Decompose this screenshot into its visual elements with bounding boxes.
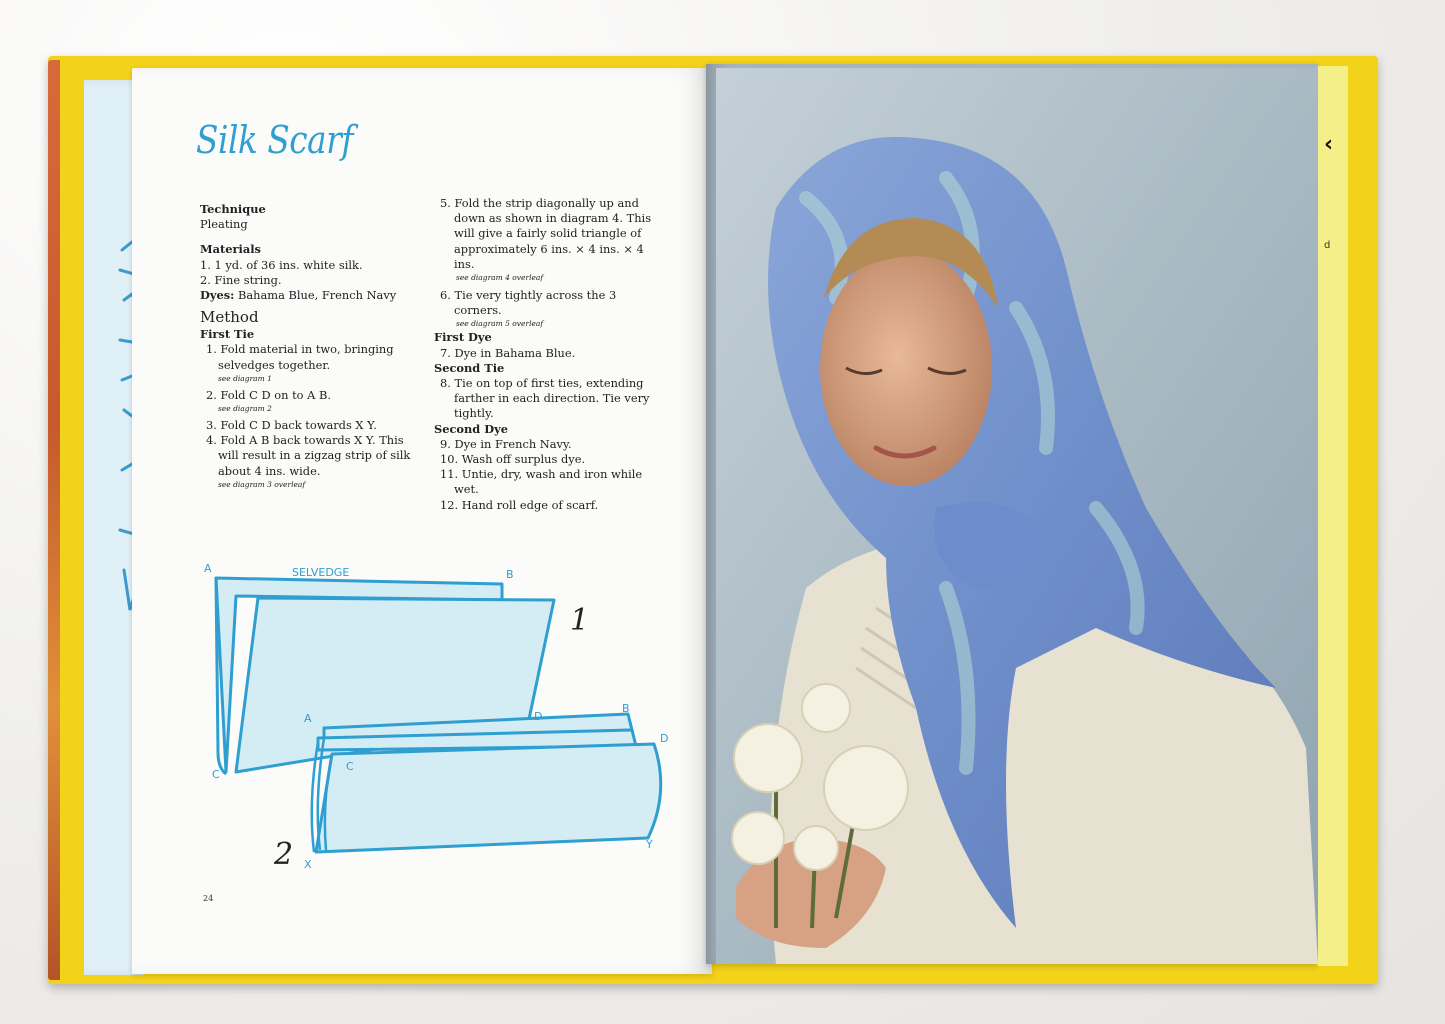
label-d: D [534, 710, 543, 723]
step-11: 11. Untie, dry, wash and iron while wet. [440, 467, 643, 497]
technique-heading: Technique [200, 202, 266, 216]
label-y: Y [646, 838, 653, 851]
diagram-note: see diagram 3 overleaf [218, 479, 306, 489]
step-2: 2. Fold C D on to A B. [206, 387, 331, 402]
first-tie-heading: First Tie [200, 327, 255, 342]
dyes-label: Dyes: [200, 288, 235, 303]
label-b: B [622, 702, 630, 715]
page-number: 24 [203, 894, 214, 903]
step-1: 1. Fold material in two, bringing selvedges together. [206, 342, 394, 372]
cover-right-strip [1318, 66, 1348, 966]
edge-glyph-small: d [1324, 240, 1331, 251]
material-item: 1. 1 yd. of 36 ins. white silk. [200, 257, 363, 272]
diagram-number-1: 1 [570, 603, 590, 638]
label-c: C [212, 768, 220, 781]
step-3: 3. Fold C D back towards X Y. [206, 418, 377, 433]
second-dye-heading: Second Dye [434, 421, 508, 436]
diagram-number-2: 2 [274, 837, 294, 872]
diagram-note: see diagram 1 [218, 373, 272, 383]
second-tie-heading: Second Tie [434, 360, 505, 375]
dyes-line [200, 288, 420, 303]
face [820, 250, 992, 486]
step-7: 7. Dye in Bahama Blue. [440, 345, 576, 360]
instructions-column-1 [200, 202, 420, 490]
step-6: 6. Tie very tightly across the 3 corners. [440, 288, 617, 318]
label-d: D [660, 732, 669, 745]
label-a: A [204, 562, 212, 575]
label-a: A [304, 712, 312, 725]
instructions-column-2 [434, 196, 664, 513]
dyes-value: Bahama Blue, French Navy [238, 288, 397, 303]
edge-glyph: ‹ [1324, 132, 1334, 157]
material-item: 2. Fine string. [200, 272, 282, 287]
step-8: 8. Tie on top of first ties, extending farther in each direction. Tie very tightly. [440, 376, 650, 421]
selvedge-label: SELVEDGE [292, 566, 350, 579]
materials-heading: Materials [200, 242, 261, 257]
step-9: 9. Dye in French Navy. [440, 436, 572, 451]
label-x: X [304, 858, 312, 871]
page-title: Silk Scarf [196, 118, 354, 162]
diagram-note: see diagram 4 overleaf [456, 273, 544, 283]
step-4: 4. Fold A B back towards X Y. This will result in a zigzag strip of silk about 4 ins. wide. [206, 433, 411, 478]
diagram-2-layer-front [316, 744, 661, 852]
diagram-note: see diagram 5 overleaf [456, 319, 544, 329]
step-5: 5. Fold the strip diagonally up and down as shown in diagram 4. This will give a fairly solid triangle of approximately 6 ins. × 4 ins. × 4 ins. [440, 196, 652, 271]
technique-value: Pleating [200, 217, 248, 232]
folding-diagram [196, 552, 696, 882]
scarf-photograph [716, 68, 1318, 964]
diagram-note: see diagram 2 [218, 404, 272, 414]
step-12: 12. Hand roll edge of scarf. [440, 497, 599, 512]
label-c: C [346, 760, 354, 773]
method-heading: Method [200, 308, 259, 327]
first-dye-heading: First Dye [434, 330, 492, 345]
label-b: B [506, 568, 514, 581]
step-10: 10. Wash off surplus dye. [440, 452, 586, 467]
cover-spine-edge [48, 60, 60, 980]
